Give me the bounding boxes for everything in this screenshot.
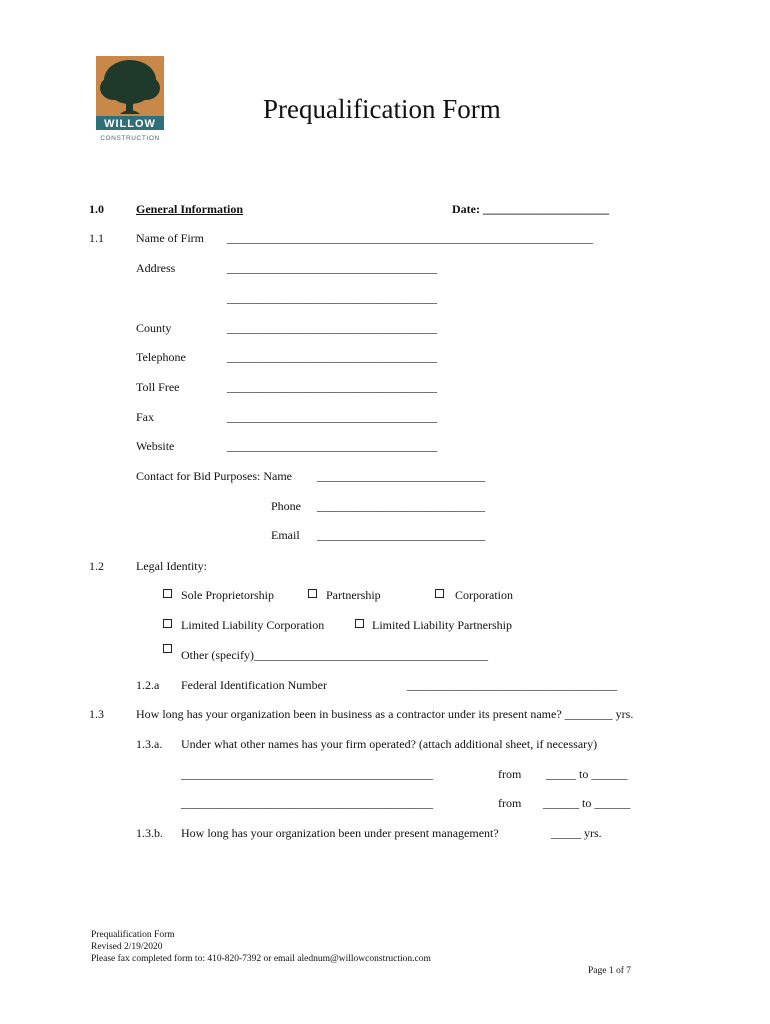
contact-phone-field[interactable]: ____________________________ bbox=[317, 499, 485, 513]
address-label: Address bbox=[136, 261, 176, 275]
section-heading: General Information bbox=[136, 202, 243, 216]
section-number: 1.2 bbox=[89, 559, 104, 573]
present-management-years-field[interactable]: _____ yrs. bbox=[551, 826, 602, 840]
telephone-label: Telephone bbox=[136, 350, 186, 364]
present-management-question: How long has your organization been under present management? bbox=[181, 826, 499, 840]
county-field[interactable]: ___________________________________ bbox=[227, 321, 437, 335]
other-checkbox[interactable] bbox=[163, 644, 172, 653]
other-name-field-1[interactable]: __________________________________________ bbox=[181, 767, 433, 781]
contact-name-label: Contact for Bid Purposes: Name bbox=[136, 469, 292, 483]
subsection-number: 1.3.a. bbox=[136, 737, 163, 751]
logo-brand-text: WILLOW bbox=[104, 118, 156, 130]
legal-identity-label: Legal Identity: bbox=[136, 559, 207, 573]
logo-sub-text: CONSTRUCTION bbox=[100, 135, 160, 142]
fax-field[interactable]: ___________________________________ bbox=[227, 410, 437, 424]
section-number: 1.0 bbox=[89, 202, 104, 216]
partnership-checkbox[interactable] bbox=[308, 589, 317, 598]
contact-name-field[interactable]: ____________________________ bbox=[317, 469, 485, 483]
county-label: County bbox=[136, 321, 172, 335]
toll-free-field[interactable]: ___________________________________ bbox=[227, 380, 437, 394]
llc-label: Limited Liability Corporation bbox=[181, 618, 325, 632]
subsection-number: 1.2.a bbox=[136, 678, 160, 692]
sole-proprietorship-label: Sole Proprietorship bbox=[181, 588, 274, 602]
footer-contact-info: Please fax completed form to: 410-820-7392 or email alednum@willowconstruction.com bbox=[91, 954, 431, 964]
firm-name-field[interactable]: _____________________________________________________________ bbox=[227, 231, 593, 245]
date-field[interactable]: Date: _____________________ bbox=[452, 202, 609, 216]
years-in-business-question[interactable]: How long has your organization been in business as a contractor under its present name? ________ yrs. bbox=[136, 707, 634, 721]
partnership-label: Partnership bbox=[326, 588, 381, 602]
address-field-1[interactable]: ___________________________________ bbox=[227, 261, 437, 275]
subsection-number: 1.3.b. bbox=[136, 826, 163, 840]
sole-proprietorship-checkbox[interactable] bbox=[163, 589, 172, 598]
other-name-field-2[interactable]: __________________________________________ bbox=[181, 796, 433, 810]
page-title: Prequalification Form bbox=[263, 94, 501, 124]
fein-label: Federal Identification Number bbox=[181, 678, 327, 692]
from-label: from bbox=[498, 796, 522, 810]
willow-construction-logo bbox=[96, 56, 166, 150]
contact-email-field[interactable]: ____________________________ bbox=[317, 528, 485, 542]
section-number: 1.3 bbox=[89, 707, 104, 721]
other-specify-field[interactable]: Other (specify)_______________________________________ bbox=[181, 648, 488, 662]
page-number: Page 1 of 7 bbox=[588, 966, 632, 976]
website-field[interactable]: ___________________________________ bbox=[227, 439, 437, 453]
website-label: Website bbox=[136, 439, 175, 453]
corporation-label: Corporation bbox=[455, 588, 513, 602]
from-label: from bbox=[498, 767, 522, 781]
fein-field[interactable]: ___________________________________ bbox=[407, 678, 617, 692]
corporation-checkbox[interactable] bbox=[435, 589, 444, 598]
footer-revised-date: Revised 2/19/2020 bbox=[91, 942, 163, 952]
toll-free-label: Toll Free bbox=[136, 380, 180, 394]
llc-checkbox[interactable] bbox=[163, 619, 172, 628]
section-number: 1.1 bbox=[89, 231, 104, 245]
telephone-field[interactable]: ___________________________________ bbox=[227, 350, 437, 364]
date-range-field-1[interactable]: _____ to ______ bbox=[546, 767, 628, 781]
llp-label: Limited Liability Partnership bbox=[372, 618, 512, 632]
address-field-2[interactable]: ___________________________________ bbox=[227, 291, 437, 305]
date-range-field-2[interactable]: ______ to ______ bbox=[543, 796, 631, 810]
footer-form-name: Prequalification Form bbox=[91, 930, 175, 940]
llp-checkbox[interactable] bbox=[355, 619, 364, 628]
contact-phone-label: Phone bbox=[271, 499, 301, 513]
fax-label: Fax bbox=[136, 410, 154, 424]
other-names-question: Under what other names has your firm operated? (attach additional sheet, if necessary) bbox=[181, 737, 598, 751]
contact-email-label: Email bbox=[271, 528, 300, 542]
firm-name-label: Name of Firm bbox=[136, 231, 204, 245]
